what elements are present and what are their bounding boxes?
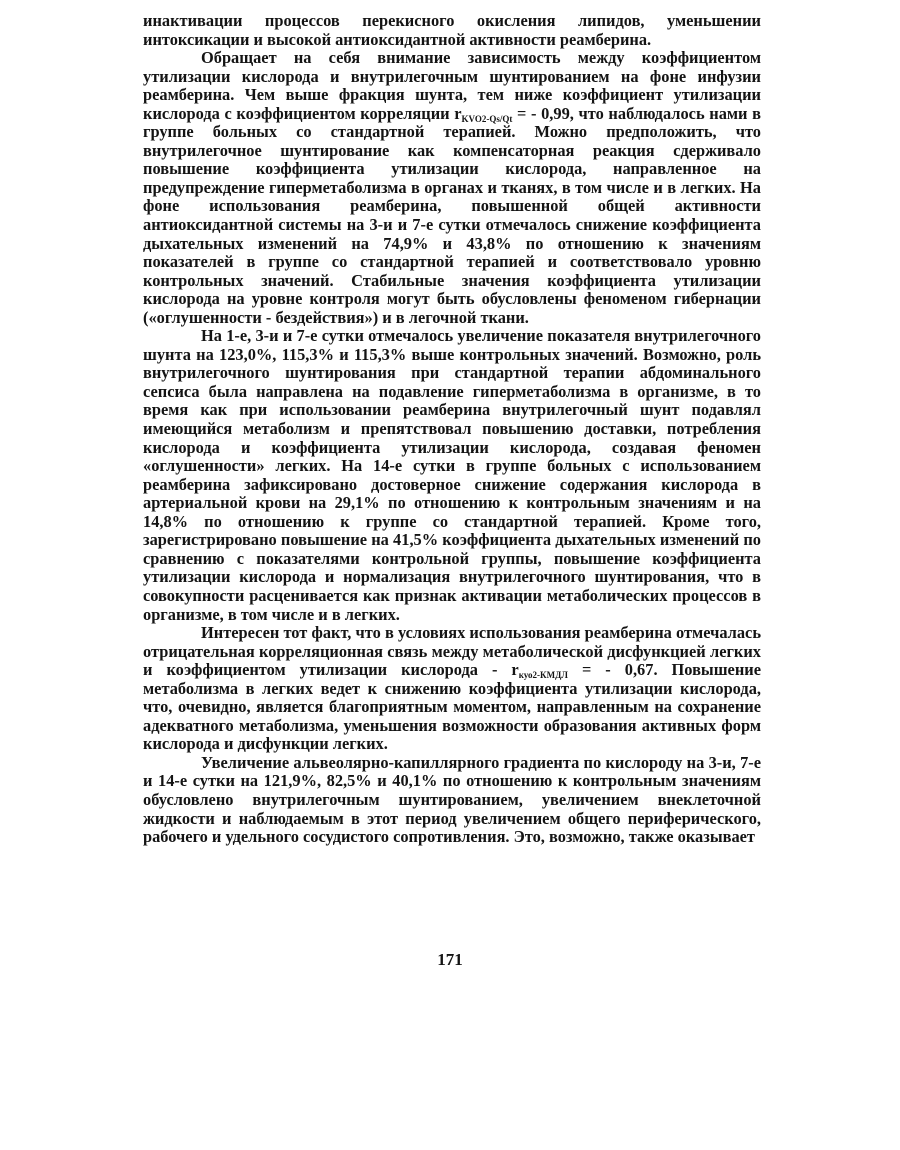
paragraph-2-part1: Обращает на себя внимание зависимость между коэффициентом утилизации кислорода и внутрилегочным шунтированием на фоне инфузии реамберина. Чем выше фракция шунта, тем ниже коэффициент утилизации кислорода с коэффициентом корреляции r [143,48,761,123]
paragraph-3: На 1-е, 3-и и 7-е сутки отмечалось увеличение показателя внутрилегочного шунта на 123,0%, 115,3% и 115,3% выше контрольных значений. Возможно, роль внутрилегочного шунтирования при стандартной терапии абдоминального сепсиса была направлена на подавление гиперметаболизма в организме, в то время как при использовании реамберина внутрилегочный шунт подавлял имеющийся метаболизм и препятствовал повышению доставки, потребления кислорода и коэффициента утилизации кислорода, создавая феномен «оглушенности» легких. На 14-е сутки в группе больных с использованием реамберина зафиксировано достоверное снижение содержания кислорода в артериальной крови на 29,1% по отношению к контрольным значениям и на 14,8% по отношению к группе со стандартной терапией. Кроме того, зарегистрировано повышение на 41,5% коэффициента дыхательных изменений по сравнению с показателями контрольной группы, повышение коэффициента утилизации кислорода и нормализация внутрилегочного шунтирования, что в совокупности расценивается как признак активации метаболических процессов в организме, в том числе и в легких. [143,326,761,624]
paragraph-2 [143,49,761,327]
paragraph-4-part1: Интересен тот факт, что в условиях использования реамберина отмечалась отрицательная корреляционная связь между метаболической дисфункцией легких и коэффициентом утилизации кислорода - r [143,623,761,680]
correlation-subscript-1: KVO2-Qs/Qt [461,113,513,124]
page-body [143,12,761,847]
paragraph-2-part2: = - 0,99, что наблюдалось нами в группе больных со стандартной терапией. Можно предположить, что внутрилегочное шунтирование как компенсаторная реакция сдерживало повышение коэффициента утилизации кислорода, направленное на предупреждение гиперметаболизма в органах и тканях, в том числе и в легких. На фоне использования реамберина, повышенной общей активности антиоксидантной системы на 3-и и 7-е сутки отмечалось снижение коэффициента дыхательных изменений на 74,9% и 43,8% по отношению к значениям показателей в группе со стандартной терапией и соответствовало уровню контрольных значений. Стабильные значения коэффициента утилизации кислорода на уровне контроля могут быть обусловлены феноменом гибернации («оглушенности - бездействия») и в легочной ткани. [143,103,761,327]
paragraph-4 [143,624,761,754]
correlation-subscript-2: куо2-КМДЛ [518,670,568,681]
paragraph-1: инактивации процессов перекисного окисления липидов, уменьшении интоксикации и высокой антиоксидантной активности реамберина. [143,11,761,49]
paragraph-4-part2: = - 0,67. Повышение метаболизма в легких ведет к снижению коэффициента утилизации кислорода, что, очевидно, является благоприятным моментом, направленным на сохранение адекватного метаболизма, уменьшения возможности образования активных форм кислорода и дисфункции легких. [143,660,761,754]
page-number: 171 [437,950,463,969]
paragraph-5: Увеличение альвеолярно-капиллярного градиента по кислороду на 3-и, 7-е и 14-е сутки на 121,9%, 82,5% и 40,1% по отношению к контрольным значениям обусловлено внутрилегочным шунтированием, увеличением внеклеточной жидкости и наблюдаемым в этот период увеличением общего периферического, рабочего и удельного сосудистого сопротивления. Это, возможно, также оказывает [143,752,761,847]
